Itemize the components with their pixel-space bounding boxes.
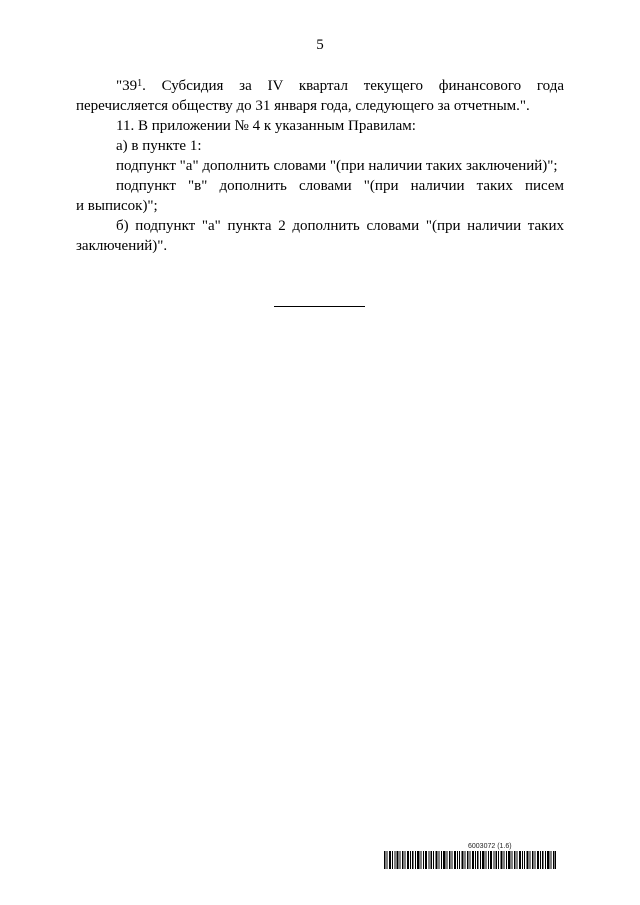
clause-number: "39: [116, 78, 138, 94]
paragraph-b-point-2-line-2: заключений)".: [76, 238, 168, 254]
paragraph-a-point-1: а) в пункте 1:: [116, 138, 202, 154]
document-code: 6003072 (1.6): [468, 843, 512, 850]
clause-text: . Субсидия за IV квартал текущего финансового года: [142, 78, 564, 94]
barcode-image: [384, 851, 556, 869]
paragraph-item-11: 11. В приложении № 4 к указанным Правилам:: [116, 118, 416, 134]
end-of-document-rule: [274, 306, 365, 307]
paragraph-subpoint-a: подпункт "а" дополнить словами "(при наличии таких заключений)";: [116, 158, 558, 174]
paragraph-b-point-2-line-1: б) подпункт "а" пункта 2 дополнить словами "(при наличии таких: [116, 218, 564, 234]
paragraph-subpoint-v-line-1: подпункт "в" дополнить словами "(при наличии таких писем: [116, 178, 564, 194]
page-number: 5: [316, 37, 324, 53]
document-body: [76, 76, 564, 256]
paragraph-39-1-line-1: [76, 76, 564, 96]
paragraph-subpoint-v-line-2: и выписок)";: [76, 198, 158, 214]
clause-superscript: 1: [137, 78, 143, 89]
paragraph-39-1-line-2: перечисляется обществу до 31 января года, следующего за отчетным.".: [76, 98, 530, 114]
